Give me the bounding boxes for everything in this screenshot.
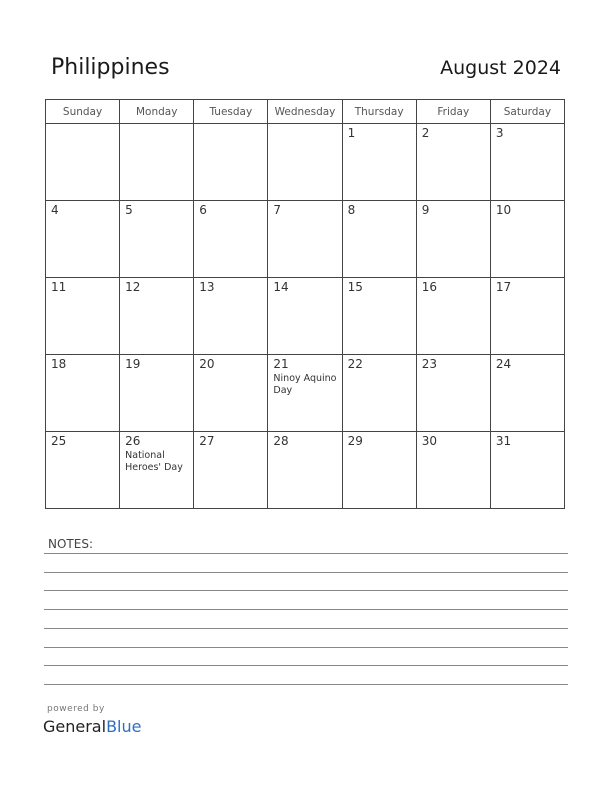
day-cell xyxy=(46,432,120,509)
month-title: August 2024 xyxy=(440,57,561,79)
day-number: 6 xyxy=(199,203,207,217)
week-row xyxy=(46,432,565,509)
day-cell xyxy=(194,278,268,355)
weekday-header: Wednesday xyxy=(268,100,342,124)
day-number: 9 xyxy=(421,203,430,217)
weekday-header: Monday xyxy=(120,100,194,124)
day-cell xyxy=(46,124,120,201)
day-cell xyxy=(416,432,490,509)
day-number: 7 xyxy=(273,203,282,217)
day-cell xyxy=(120,124,194,201)
note-line xyxy=(44,572,568,573)
day-cell xyxy=(46,201,120,278)
powered-by-text: powered by xyxy=(47,704,105,714)
week-row xyxy=(46,278,565,355)
generalblue-logo[interactable] xyxy=(43,717,141,736)
note-line xyxy=(44,647,568,648)
day-cell xyxy=(120,278,194,355)
day-number: 2 xyxy=(421,126,430,140)
day-cell xyxy=(268,355,342,432)
day-cell xyxy=(490,432,564,509)
day-number: 20 xyxy=(199,357,215,371)
day-cell xyxy=(120,355,194,432)
day-number: 1 xyxy=(347,126,356,140)
day-cell xyxy=(268,201,342,278)
calendar-grid xyxy=(45,99,565,509)
day-cell xyxy=(268,432,342,509)
day-cell xyxy=(490,124,564,201)
day-number: 11 xyxy=(51,280,67,294)
day-number: 10 xyxy=(495,203,512,217)
note-line xyxy=(44,609,568,610)
day-cell xyxy=(268,278,342,355)
day-number: 27 xyxy=(199,434,215,448)
day-number: 5 xyxy=(125,203,133,217)
day-number: 4 xyxy=(51,203,59,217)
day-cell xyxy=(342,201,416,278)
day-cell xyxy=(268,124,342,201)
weekday-header: Tuesday xyxy=(194,100,268,124)
note-line xyxy=(44,590,568,591)
note-line xyxy=(44,684,568,685)
day-cell xyxy=(490,201,564,278)
day-number: 17 xyxy=(495,280,512,294)
day-cell xyxy=(416,124,490,201)
day-number: 23 xyxy=(421,357,437,371)
day-number: 31 xyxy=(495,434,512,448)
day-number: 19 xyxy=(125,357,141,371)
day-number: 24 xyxy=(495,357,512,371)
weekday-header: Thursday xyxy=(342,100,416,124)
day-number: 26 xyxy=(125,434,141,448)
day-cell xyxy=(194,432,268,509)
calendar-body xyxy=(46,124,565,509)
weekday-header: Friday xyxy=(416,100,490,124)
weekday-header: Sunday xyxy=(46,100,120,124)
day-number: 8 xyxy=(347,203,356,217)
day-number: 13 xyxy=(199,280,215,294)
day-cell xyxy=(342,278,416,355)
day-cell xyxy=(120,201,194,278)
day-number: 14 xyxy=(273,280,289,294)
day-number: 18 xyxy=(51,357,67,371)
week-row xyxy=(46,355,565,432)
day-number: 30 xyxy=(421,434,437,448)
day-cell xyxy=(46,355,120,432)
holiday-label: Ninoy Aquino Day xyxy=(273,373,337,396)
day-number: 22 xyxy=(347,357,363,371)
day-number: 28 xyxy=(273,434,289,448)
country-title: Philippines xyxy=(51,55,170,80)
day-cell xyxy=(490,355,564,432)
day-cell xyxy=(46,278,120,355)
week-row xyxy=(46,124,565,201)
brand-blue: Blue xyxy=(106,717,142,736)
note-line xyxy=(44,665,568,666)
day-cell xyxy=(120,432,194,509)
day-number: 15 xyxy=(347,280,363,294)
day-cell xyxy=(342,432,416,509)
day-cell xyxy=(194,201,268,278)
day-number: 21 xyxy=(273,357,289,371)
day-cell xyxy=(416,278,490,355)
day-cell xyxy=(490,278,564,355)
note-line xyxy=(44,628,568,629)
day-number: 12 xyxy=(125,280,141,294)
day-number: 25 xyxy=(51,434,67,448)
day-cell xyxy=(342,355,416,432)
day-number: 16 xyxy=(421,280,437,294)
notes-label: NOTES: xyxy=(48,537,93,551)
brand-general: General xyxy=(43,717,107,736)
note-line xyxy=(44,553,568,554)
day-number: 3 xyxy=(495,126,504,140)
day-cell xyxy=(194,124,268,201)
day-cell xyxy=(416,201,490,278)
week-row xyxy=(46,201,565,278)
weekday-header-row xyxy=(46,100,565,124)
day-cell xyxy=(342,124,416,201)
weekday-header: Saturday xyxy=(490,100,564,124)
day-number: 29 xyxy=(347,434,363,448)
day-cell xyxy=(416,355,490,432)
day-cell xyxy=(194,355,268,432)
holiday-label: National Heroes' Day xyxy=(125,450,183,473)
